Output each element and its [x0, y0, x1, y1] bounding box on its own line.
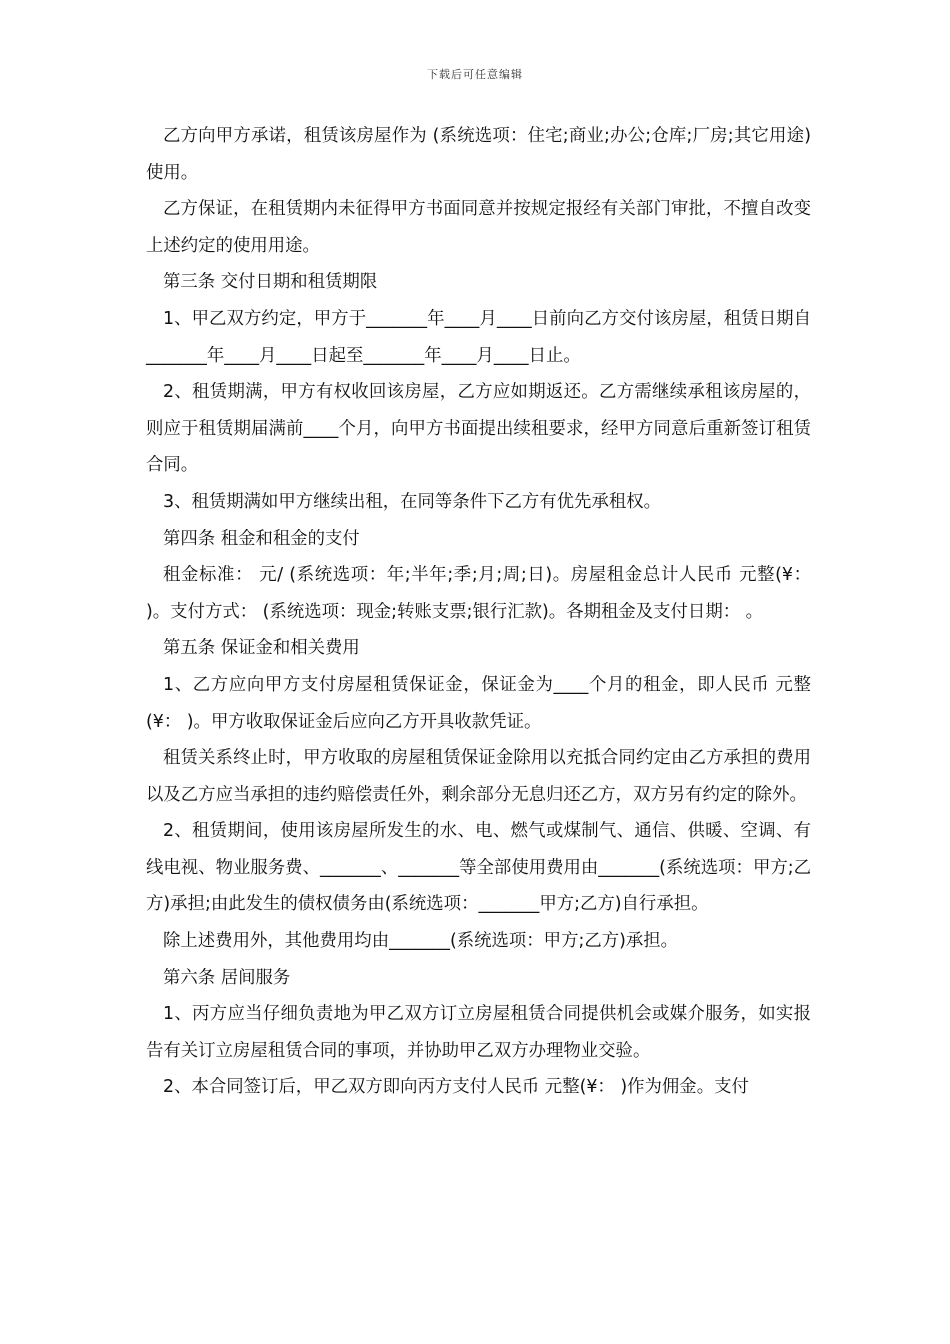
paragraph-other-fees: 除上述费用外，其他费用均由_______(系统选项：甲方;乙方)承担。 [163, 931, 679, 952]
section-heading-article-4: 第四条 租金和租金的支付 [163, 528, 360, 549]
page-header-note: 下载后可任意编辑 [427, 68, 523, 81]
paragraph-usage-guarantee: 乙方保证，在租赁期内未征得甲方书面同意并按规定报经有关部门审批，不擅自改变上述约定的使用用途。 [146, 199, 811, 256]
paragraph-deposit-return: 租赁关系终止时，甲方收取的房屋租赁保证金除用以充抵合同约定由乙方承担的费用以及乙方应当承担的违约赔偿责任外，剩余部分无息归还乙方，双方另有约定的除外。 [146, 748, 811, 805]
paragraph-delivery-date: 1、甲乙双方约定，甲方于_______年____月____日前向乙方交付该房屋，租赁日期自_______年____月____日起至_______年____月____日止。 [146, 308, 811, 366]
section-heading-article-3: 第三条 交付日期和租赁期限 [163, 272, 378, 293]
paragraph-rent-standard: 租金标准： 元/ (系统选项：年;半年;季;月;周;日)。房屋租金总计人民币 元整(¥： )。支付方式： (系统选项：现金;转账支票;银行汇款)。各期租金及支付日期： 。 [146, 565, 811, 622]
paragraph-priority-right: 3、租赁期满如甲方继续出租，在同等条件下乙方有优先承租权。 [163, 491, 662, 512]
contract-body [146, 118, 811, 1106]
paragraph-commission: 2、本合同签订后，甲乙双方即向丙方支付人民币 元整(¥： )作为佣金。支付 [163, 1077, 749, 1098]
paragraph-intermediary-duty: 1、丙方应当仔细负责地为甲乙双方订立房屋租赁合同提供机会或媒介服务，如实报告有关订立房屋租赁合同的事项，并协助甲乙双方办理物业交验。 [146, 1004, 811, 1061]
section-heading-article-5: 第五条 保证金和相关费用 [163, 638, 360, 659]
paragraph-deposit: 1、乙方应向甲方支付房屋租赁保证金，保证金为____个月的租金，即人民币 元整(¥： )。甲方收取保证金后应向乙方开具收款凭证。 [146, 674, 811, 732]
section-heading-article-6: 第六条 居间服务 [163, 967, 291, 988]
paragraph-usage-commitment: 乙方向甲方承诺，租赁该房屋作为 (系统选项：住宅;商业;办公;仓库;厂房;其它用途)使用。 [146, 126, 811, 183]
paragraph-lease-renewal: 2、租赁期满，甲方有权收回该房屋，乙方应如期返还。乙方需继续承租该房屋的，则应于租赁期届满前____个月，向甲方书面提出续租要求，经甲方同意后重新签订租赁合同。 [146, 382, 811, 476]
paragraph-usage-fees: 2、租赁期间，使用该房屋所发生的水、电、燃气或煤制气、通信、供暖、空调、有线电视、物业服务费、_______、_______等全部使用费用由_______(系统选项：甲方;乙方)承担;由此发生的债权债务由(系统选项：_______甲方;乙方)自行承担。 [146, 821, 811, 915]
